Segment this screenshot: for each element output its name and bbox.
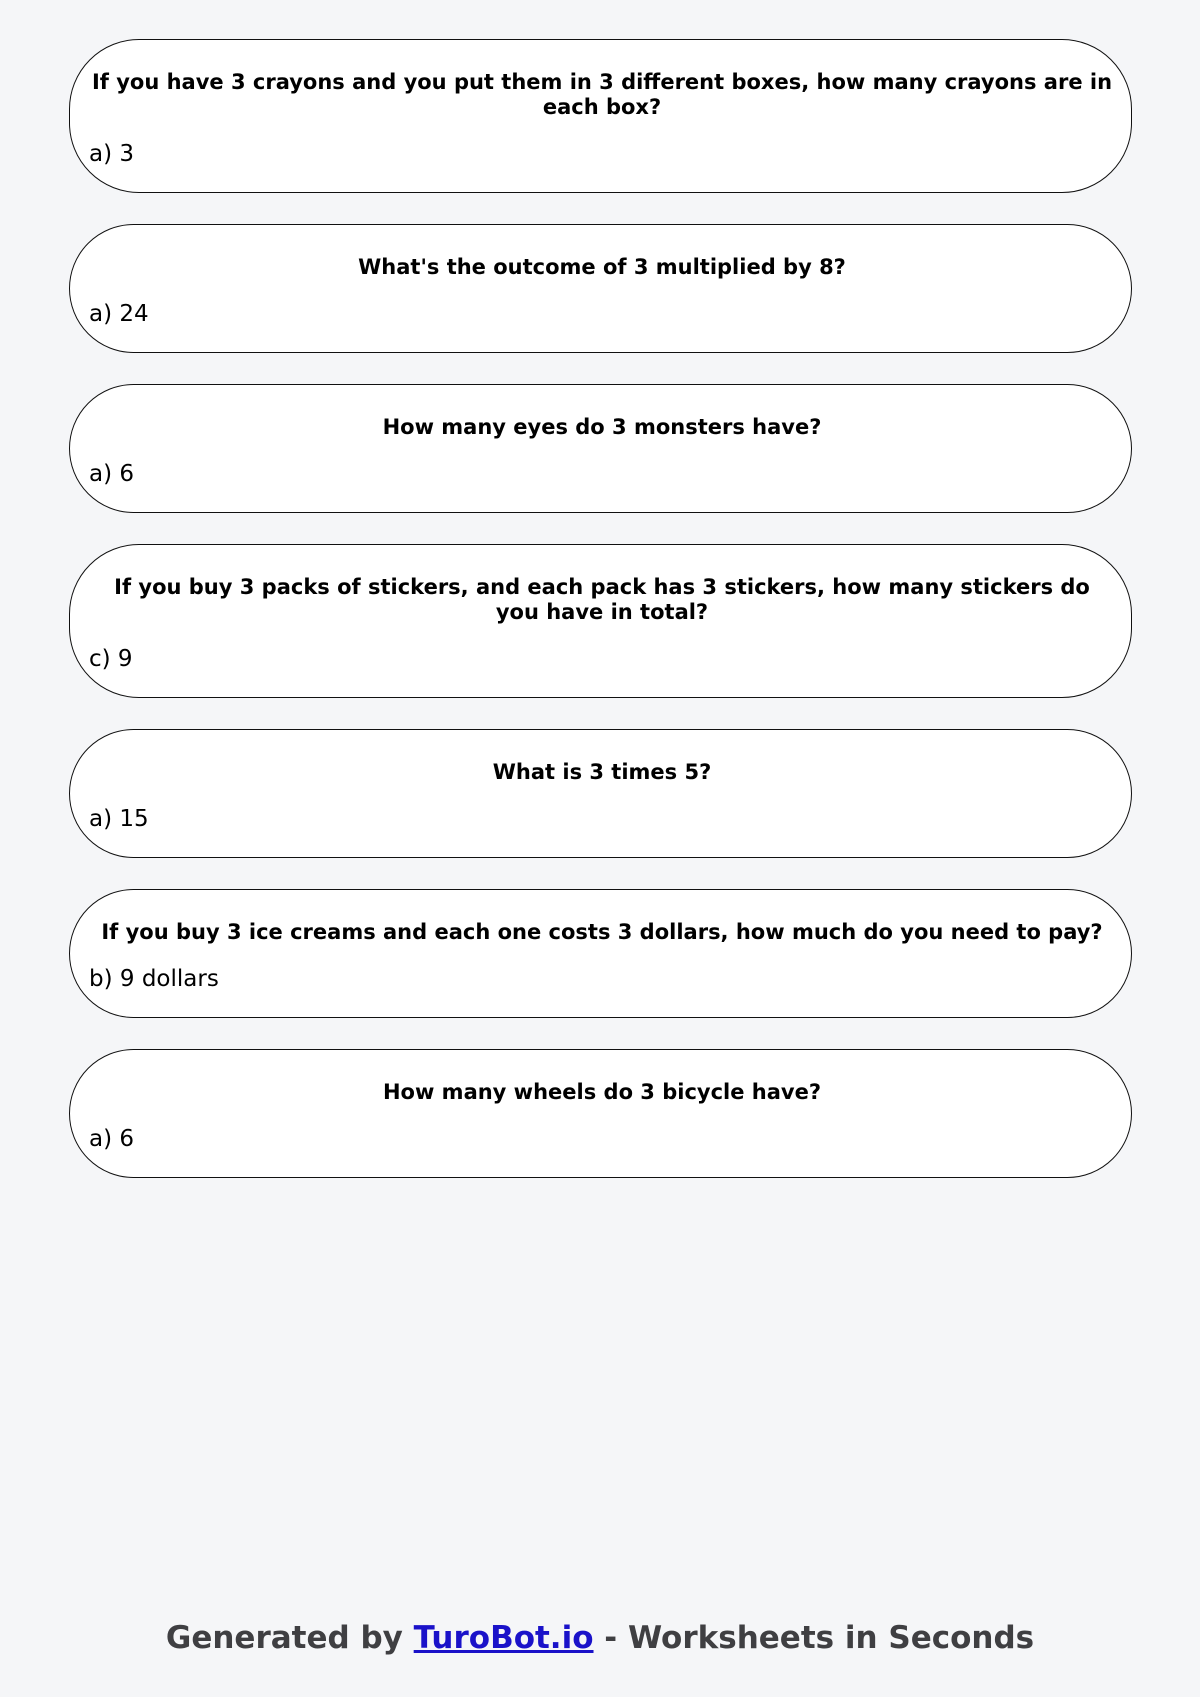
question-card [69, 224, 1132, 353]
question-card [69, 544, 1132, 698]
answer-text: a) 15 [89, 806, 149, 832]
question-card [69, 384, 1132, 513]
question-text: How many wheels do 3 bicycle have? [382, 1080, 822, 1104]
answer-text: a) 6 [89, 1126, 135, 1152]
question-card [69, 889, 1132, 1018]
question-text: How many eyes do 3 monsters have? [382, 415, 822, 439]
answer-text: c) 9 [89, 646, 133, 672]
footer [0, 1618, 1200, 1658]
question-card [69, 39, 1132, 193]
footer-suffix: - Worksheets in Seconds [593, 1620, 1035, 1656]
question-text: If you buy 3 ice creams and each one costs 3 dollars, how much do you need to pay? [101, 920, 1103, 944]
answer-text: a) 6 [89, 461, 135, 487]
question-text: What's the outcome of 3 multiplied by 8? [358, 255, 846, 279]
answer-text: a) 24 [89, 301, 149, 327]
question-list [69, 39, 1132, 1209]
answer-text: a) 3 [89, 141, 135, 167]
question-card [69, 729, 1132, 858]
question-text: What is 3 times 5? [492, 760, 712, 784]
question-text: If you buy 3 packs of stickers, and each pack has 3 stickers, how many stickers do you have in total? [114, 575, 1090, 624]
question-text: If you have 3 crayons and you put them in 3 different boxes, how many crayons are in each box? [91, 70, 1113, 119]
turobot-link[interactable]: TuroBot.io [413, 1620, 594, 1656]
footer-prefix: Generated by [165, 1620, 414, 1656]
question-card [69, 1049, 1132, 1178]
answer-text: b) 9 dollars [89, 966, 219, 992]
